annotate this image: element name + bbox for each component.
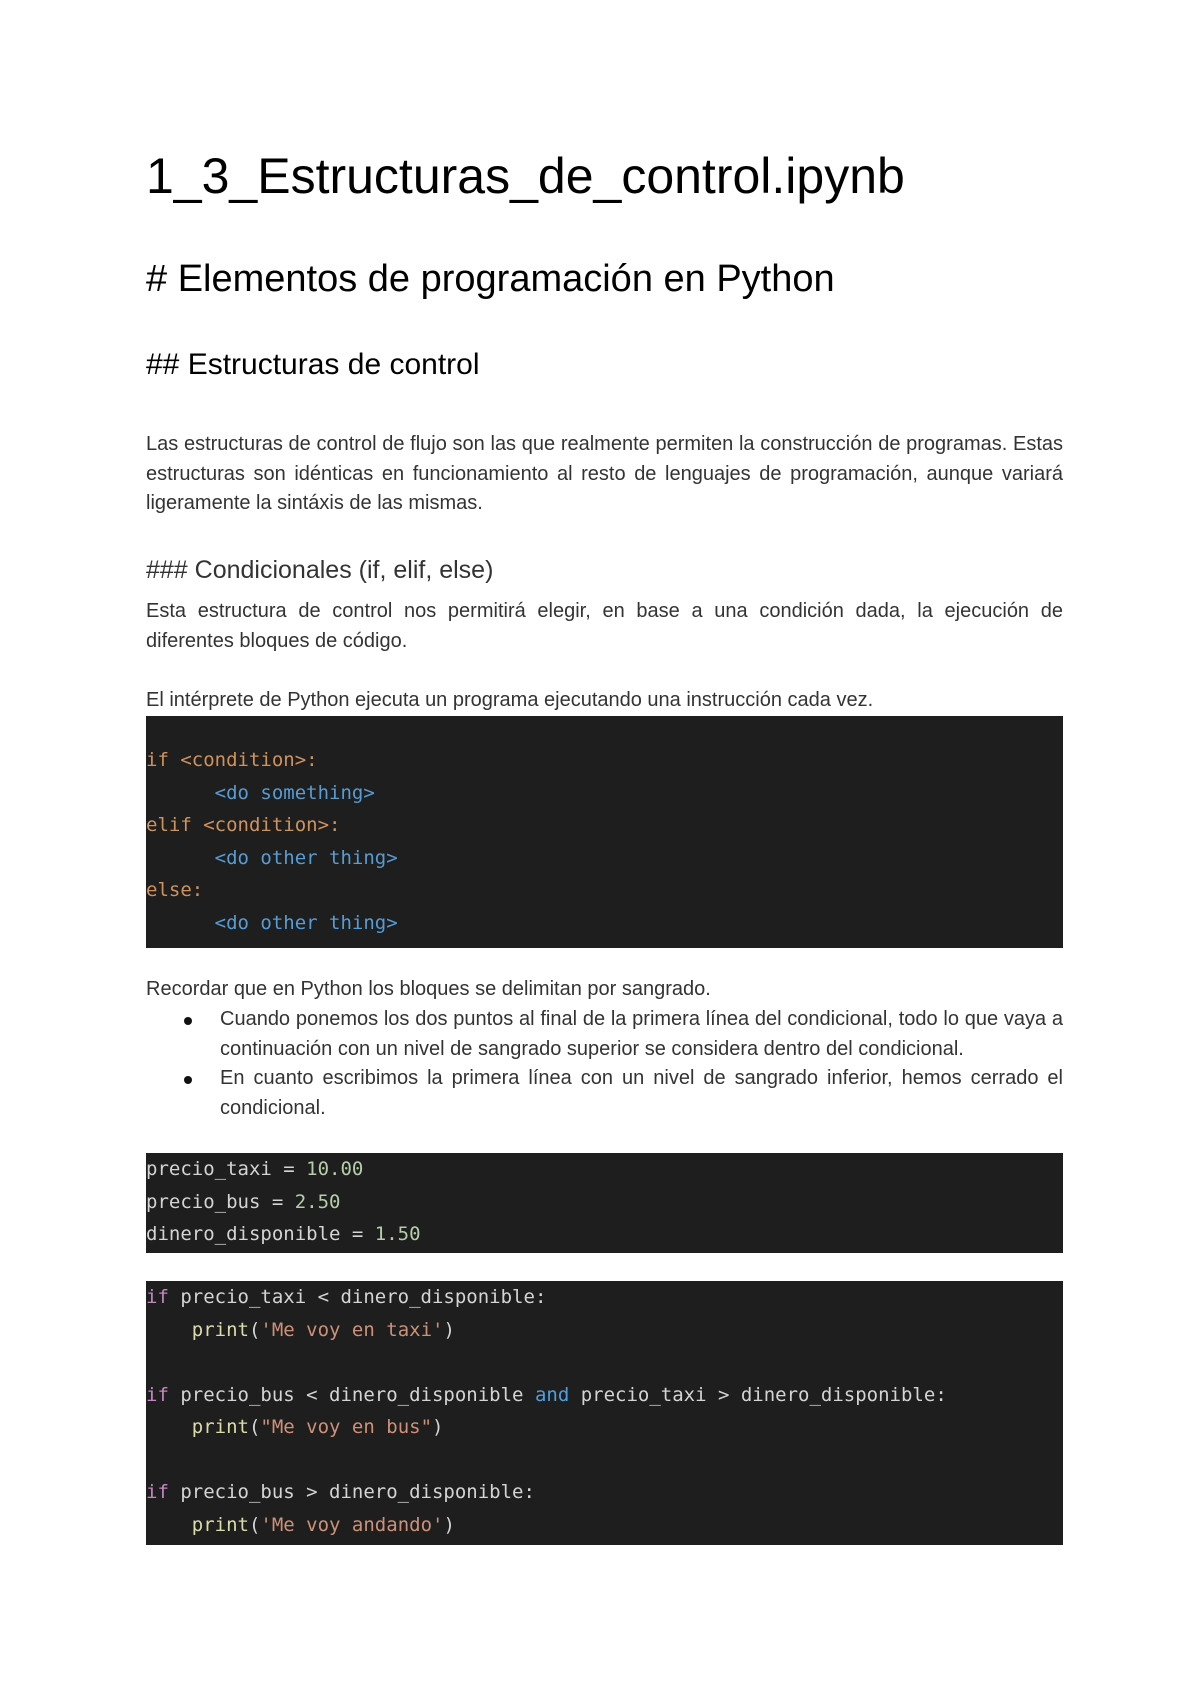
code-token: (	[248, 1513, 261, 1536]
heading-estructuras: ## Estructuras de control	[146, 348, 480, 381]
code-token: else:	[146, 879, 204, 901]
code-token: <do something>	[214, 781, 375, 804]
code-line	[146, 1153, 1063, 1186]
code-line	[146, 1411, 1063, 1444]
code-line	[146, 1346, 1063, 1379]
code-line	[146, 1444, 1063, 1477]
interpreter-note: El intérprete de Python ejecuta un programa ejecutando una instrucción cada vez.	[146, 689, 874, 711]
code-token: )	[443, 1513, 455, 1536]
code-line	[146, 874, 1063, 907]
bullet-icon	[184, 1017, 192, 1025]
code-token: precio_bus =	[146, 1190, 295, 1213]
code-token: precio_taxi < dinero_disponible:	[168, 1286, 547, 1308]
conditional-description: Esta estructura de control nos permitirá elegir, en base a una condición dada, la ejecución de diferentes bloques de código.	[146, 600, 1063, 652]
code-line	[146, 842, 1063, 875]
list-item	[146, 1064, 1063, 1123]
code-line	[146, 744, 1063, 777]
code-token: print	[191, 1416, 249, 1438]
code-token: 10.00	[306, 1158, 364, 1180]
code-token: if	[146, 1481, 169, 1503]
list-item-text: Cuando ponemos los dos puntos al final de la primera línea del condicional, todo lo que vaya a continuación con un nivel de sangrado superior se considera dentro del condicional.	[220, 1008, 1063, 1060]
code-token: 2.50	[294, 1190, 341, 1213]
code-line	[146, 1379, 1063, 1412]
list-item	[146, 1005, 1063, 1064]
code-token: precio_bus > dinero_disponible:	[168, 1481, 535, 1503]
code-token: if	[146, 1286, 169, 1308]
code-token: and	[534, 1383, 570, 1406]
bullet-list	[146, 1005, 1063, 1123]
bullet-icon	[184, 1076, 192, 1084]
code-token: print	[191, 1513, 249, 1536]
code-token: print	[191, 1318, 249, 1341]
code-token: )	[432, 1416, 444, 1438]
code-token: 'Me voy en taxi'	[260, 1318, 444, 1341]
code-token: (	[248, 1416, 261, 1438]
code-token: )	[443, 1318, 455, 1341]
code-token: <do other thing>	[214, 846, 398, 869]
heading-elementos: # Elementos de programación en Python	[146, 258, 835, 300]
code-token: (	[248, 1318, 261, 1341]
code-token: elif <condition>:	[146, 814, 341, 836]
code-token: precio_taxi > dinero_disponible:	[569, 1383, 947, 1406]
remember-note: Recordar que en Python los bloques se delimitan por sangrado.	[146, 978, 711, 1000]
code-token: dinero_disponible =	[146, 1223, 375, 1245]
code-token: precio_bus < dinero_disponible	[168, 1383, 535, 1406]
code-token: <do other thing>	[214, 911, 398, 934]
list-item-text: En cuanto escribimos la primera línea con un nivel de sangrado inferior, hemos cerrado el condicional.	[220, 1067, 1063, 1119]
code-block-variables	[146, 1153, 1063, 1253]
code-token: if	[146, 1383, 169, 1406]
code-line	[146, 809, 1063, 842]
code-block-syntax	[146, 716, 1063, 948]
code-line	[146, 777, 1063, 810]
code-token: if <condition>:	[146, 749, 318, 771]
code-line	[146, 907, 1063, 940]
heading-condicionales: ### Condicionales (if, elif, else)	[146, 556, 494, 584]
code-token: precio_taxi =	[146, 1158, 307, 1180]
code-block-conditionals	[146, 1281, 1063, 1545]
code-line	[146, 1186, 1063, 1219]
intro-paragraph: Las estructuras de control de flujo son las que realmente permiten la construcción de programas. Estas estructuras son idénticas en funcionamiento al resto de lenguajes de programación, aunque variará ligeramente la sintáxis de las mismas.	[146, 433, 1063, 514]
code-line	[146, 1314, 1063, 1347]
document-title: 1_3_Estructuras_de_control.ipynb	[146, 148, 905, 204]
code-token: "Me voy en bus"	[260, 1416, 433, 1438]
code-line	[146, 1218, 1063, 1251]
code-token: 1.50	[374, 1223, 421, 1245]
code-line	[146, 1476, 1063, 1509]
code-line	[146, 1509, 1063, 1542]
code-line	[146, 1281, 1063, 1314]
code-token: 'Me voy andando'	[260, 1513, 444, 1536]
